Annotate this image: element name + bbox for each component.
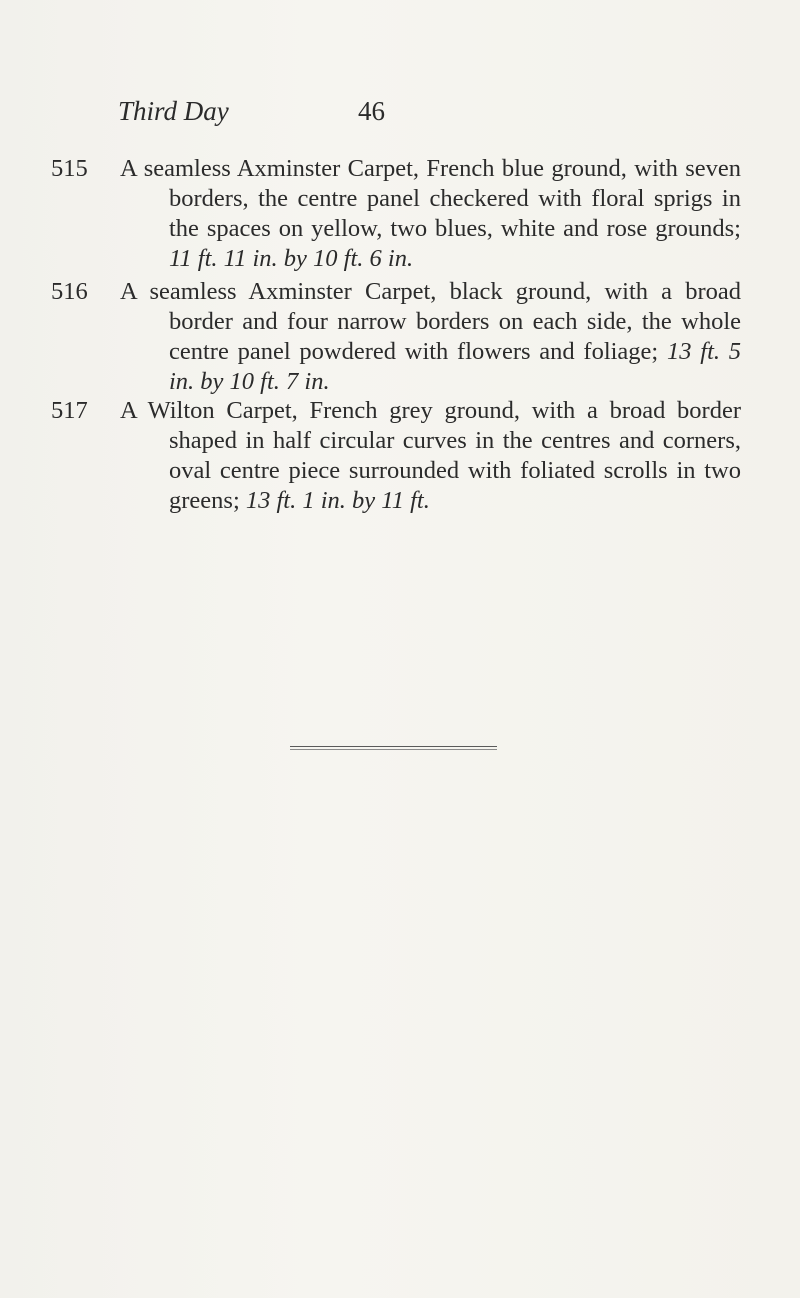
lot-entry-517 <box>51 396 741 541</box>
lot-number: 517 <box>51 397 88 424</box>
lot-measurement: 13 ft. 1 in. by 11 ft. <box>245 487 430 514</box>
page-number: 46 <box>358 96 385 126</box>
lot-measurement: 11 ft. 11 in. by 10 ft. 6 in. <box>169 245 414 272</box>
lot-measurement: 13 ft. 5 in. by 10 ft. 7 in. <box>169 338 742 395</box>
section-divider-rule <box>290 746 497 747</box>
lot-number: 515 <box>51 155 88 182</box>
page-header <box>118 96 678 136</box>
running-head: Third Day <box>118 96 229 126</box>
lot-description: A seamless Axminster Carpet, French blue ground, with seven borders, the centre panel checkered with floral sprigs in the spaces on yellow, two blues, white and rose grounds; <box>120 155 741 242</box>
lot-description: A Wilton Carpet, French grey ground, with a broad border shaped in half circular curves in the centres and corners, oval centre piece surrounded with foliated scrolls in two greens; <box>120 397 741 514</box>
lot-description: A seamless Axminster Carpet, black ground, with a broad border and four narrow borders on each side, the whole centre panel powdered with flowers and foliage; <box>120 278 741 365</box>
lot-number: 516 <box>51 278 88 305</box>
